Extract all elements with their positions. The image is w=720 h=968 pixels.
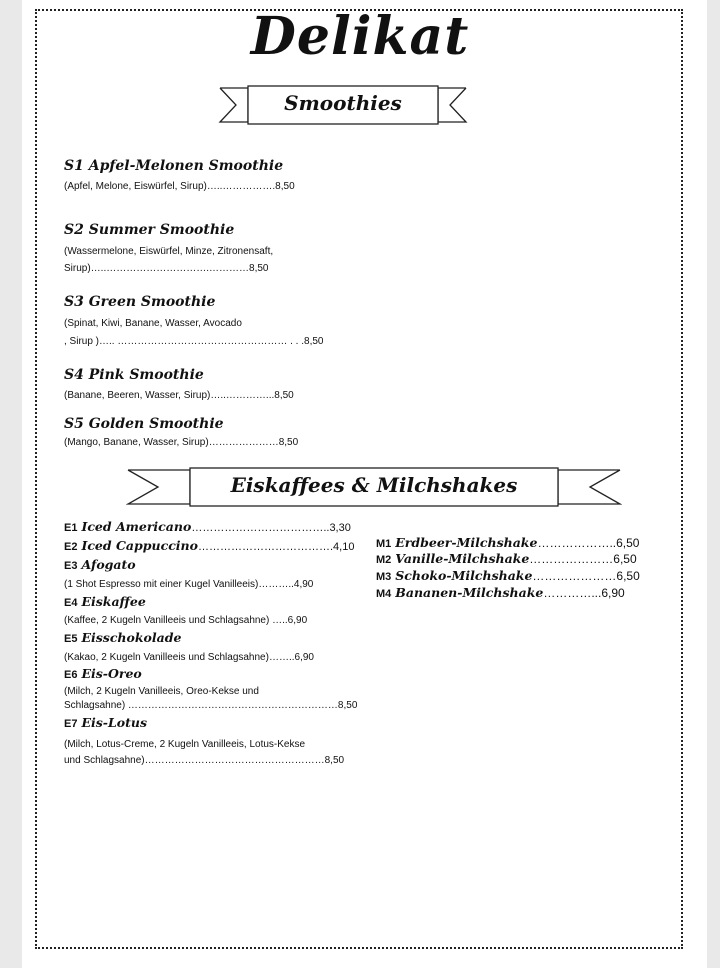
smoothie-desc: (Spinat, Kiwi, Banane, Wasser, Avocado [64, 318, 242, 329]
eiskaffees-banner [126, 466, 622, 508]
smoothie-name: S3 Green Smoothie [64, 294, 216, 310]
item-name: Vanille-Milchshake [395, 551, 530, 566]
item-desc: (1 Shot Espresso mit einer Kugel Vanilleeis)………..4,90 [64, 579, 314, 590]
item-name: Schoko-Milchshake [395, 568, 533, 583]
item-code: M2 [376, 554, 392, 566]
item-desc: (Milch, 2 Kugeln Vanilleeis, Oreo-Kekse und [64, 686, 259, 697]
item-code: E7 [64, 718, 78, 730]
item-code: M3 [376, 571, 392, 583]
eiskaffees-heading: Eiskaffees & Milchshakes [230, 473, 518, 497]
item-code: E6 [64, 669, 78, 681]
item-name: Eiskaffee [81, 594, 146, 609]
eiskaffee-item [64, 630, 181, 645]
smoothie-name: S1 Apfel-Melonen Smoothie [64, 158, 284, 174]
smoothie-desc: Sirup)…..………………………….…………8,50 [64, 263, 269, 274]
eiskaffee-item [64, 557, 136, 572]
item-price: …………………6,50 [532, 569, 640, 583]
item-desc: Schlagsahne) ………………………………………………………8,50 [64, 700, 358, 711]
smoothie-desc: (Apfel, Melone, Eiswürfel, Sirup)…..…………….8,50 [64, 181, 295, 192]
menu-title: Delikat [250, 6, 470, 67]
item-code: M4 [376, 588, 392, 600]
item-code: E2 [64, 541, 78, 553]
item-desc: (Kaffee, 2 Kugeln Vanilleeis und Schlagsahne) …..6,90 [64, 615, 308, 626]
smoothie-desc: (Mango, Banane, Wasser, Sirup)…………………8,50 [64, 437, 299, 448]
item-code: E4 [64, 597, 78, 609]
item-desc: (Milch, Lotus-Creme, 2 Kugeln Vanilleeis, Lotus-Kekse [64, 739, 306, 750]
smoothie-name: S4 Pink Smoothie [64, 367, 204, 383]
item-name: Afogato [81, 557, 136, 572]
smoothie-desc: (Wassermelone, Eiswürfel, Minze, Zitronensaft, [64, 246, 274, 257]
smoothie-desc: (Banane, Beeren, Wasser, Sirup)…..…………...8,50 [64, 390, 294, 401]
item-code: M1 [376, 538, 392, 550]
item-name: Erdbeer-Milchshake [395, 535, 538, 550]
milchshake-item [376, 585, 625, 600]
item-price: ……………………………….4,10 [198, 541, 355, 553]
eiskaffee-item [64, 594, 146, 609]
item-code: E5 [64, 633, 78, 645]
item-name: Eis-Lotus [81, 715, 147, 730]
smoothies-heading: Smoothies [284, 91, 402, 115]
smoothie-desc: , Sirup )….. …………………………………………… . . .8,50 [64, 336, 324, 347]
eiskaffee-item [64, 666, 142, 681]
eiskaffee-item [64, 519, 351, 534]
item-price: ………………..6,50 [537, 536, 640, 550]
item-price: ………………………………..3,30 [191, 522, 351, 534]
item-name: Bananen-Milchshake [395, 585, 544, 600]
item-price: …………...6,90 [543, 586, 625, 600]
item-name: Eisschokolade [81, 630, 182, 645]
item-desc: und Schlagsahne)………………………………………………8,50 [64, 755, 345, 766]
item-name: Eis-Oreo [81, 666, 142, 681]
milchshake-item [376, 568, 640, 583]
eiskaffee-item [64, 538, 354, 553]
item-name: Iced Cappuccino [81, 538, 198, 553]
milchshake-item [376, 535, 639, 550]
item-code: E1 [64, 522, 78, 534]
eiskaffee-item [64, 715, 147, 730]
item-price: …………………6,50 [529, 552, 637, 566]
smoothie-name: S2 Summer Smoothie [64, 222, 235, 238]
item-desc: (Kakao, 2 Kugeln Vanilleeis und Schlagsahne)……..6,90 [64, 652, 314, 663]
item-name: Iced Americano [81, 519, 192, 534]
milchshake-item [376, 551, 637, 566]
item-code: E3 [64, 560, 78, 572]
smoothie-name: S5 Golden Smoothie [64, 416, 224, 432]
smoothies-banner [218, 84, 468, 126]
